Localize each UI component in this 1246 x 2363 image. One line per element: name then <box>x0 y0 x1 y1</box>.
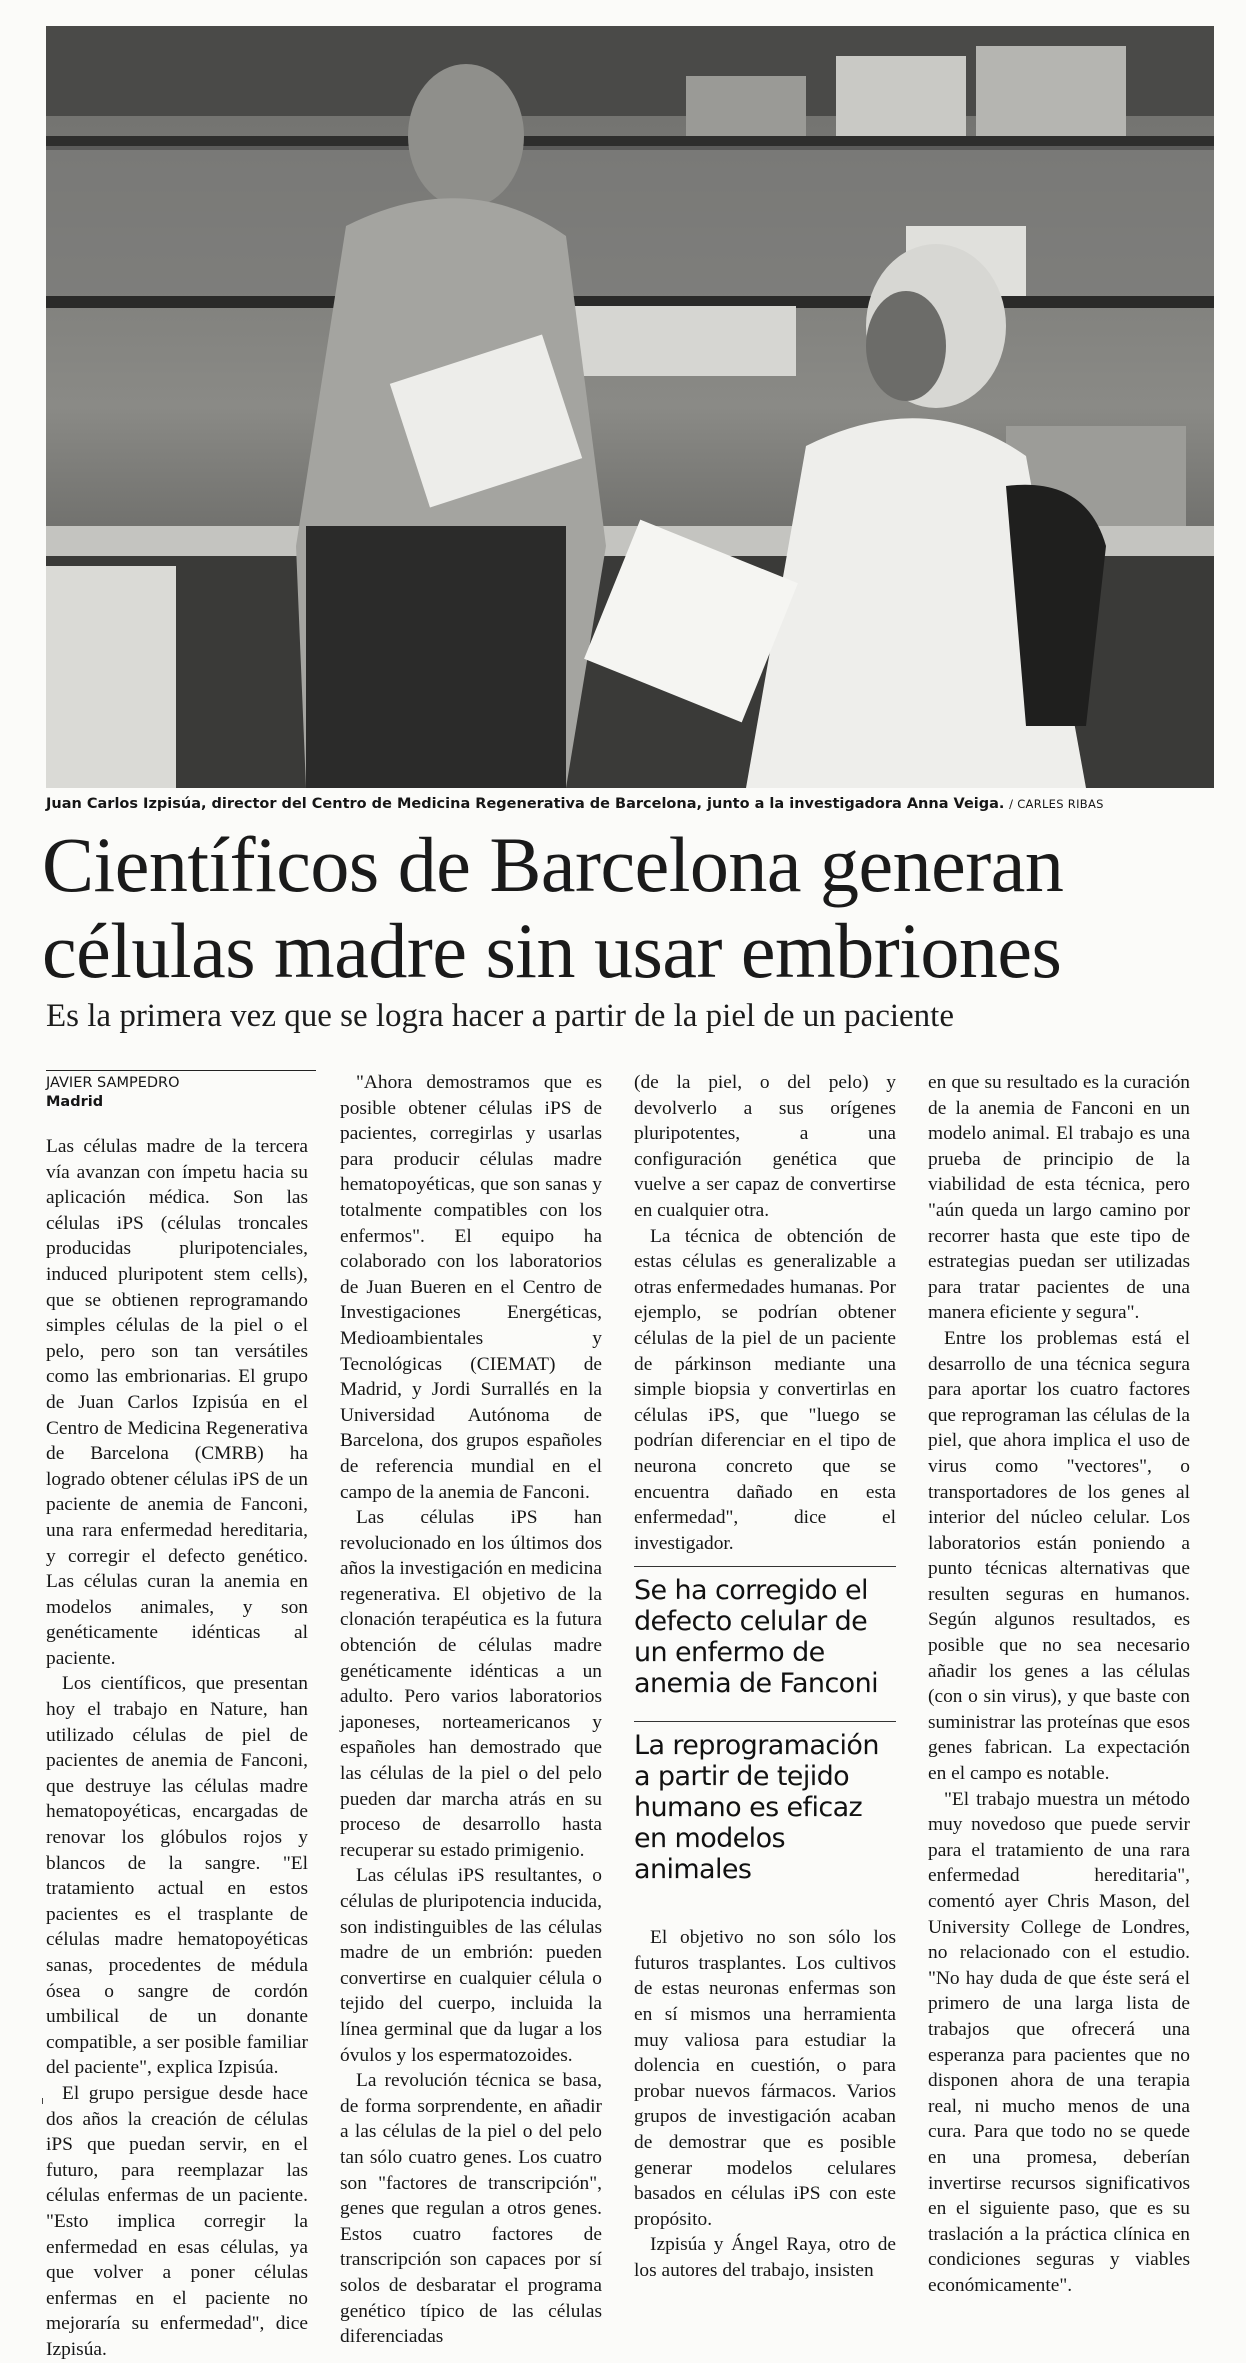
photo-caption: Juan Carlos Izpisúa, director del Centro de Medicina Regenerativa de Barcelona, junto a la investigadora Anna Veiga. <box>46 796 1005 812</box>
byline <box>46 1070 316 1112</box>
page-corner-mark <box>42 2098 49 2104</box>
pull-quote-2: La reprogramación a partir de tejido humano es eficaz en modelos animales <box>634 1721 896 1885</box>
paragraph: Las células iPS han revolucionado en los últimos dos años la investigación en medicina regenerativa. El objetivo de la clonación terapéutica es la futura obtención de células madre genéticamente idénticas a un adulto. Pero varios laboratorios japoneses, norteamericanos y españoles han demostrado que las células de la piel o del pelo pueden dar marcha atrás en su proceso de desarrollo hasta recuperar su estado primigenio. <box>340 1507 602 1861</box>
headline: Científicos de Barcelona generan células madre sin usar embriones <box>42 821 1064 994</box>
paragraph: (de la piel, o del pelo) y devolverlo a sus orígenes pluripotentes, a una configuración genética que vuelve a ser capaz de convertirse en cualquier otra. <box>634 1072 896 1221</box>
photo-credit: / CARLES RIBAS <box>1009 797 1104 811</box>
pull-quote-1: Se ha corregido el defecto celular de un enfermo de anemia de Fanconi <box>634 1566 896 1699</box>
paragraph: en que su resultado es la curación de la anemia de Fanconi en un modelo animal. El trabajo es una prueba de principio de la viabilidad de esta técnica, pero "aún queda un largo camino por recorrer hasta que este tipo de estrategias puedan ser utilizadas para tratar pacientes de una manera eficiente y segura". <box>928 1072 1190 1324</box>
article-column-1 <box>46 1070 308 2360</box>
photo-caption-row <box>46 792 1214 816</box>
paragraph: Las células madre de la tercera vía avanzan con ímpetu hacia su aplicación médica. Son las células iPS (células troncales producidas pluripotenciales, induced pluripotent stem cells), que se obtienen reprogramando simples células de la piel o el pelo, pero son tan versátiles como las embrionarias. El grupo de Juan Carlos Izpisúa en el Centro de Medicina Regenerativa de Barcelona (CMRB) ha logrado obtener células iPS de un paciente de anemia de Fanconi, una rara enfermedad hereditaria, y corregir el defecto genético. Las células curan la anemia en modelos animales, y son genéticamente idénticas al paciente. <box>46 1136 308 1669</box>
article-column-2 <box>340 1070 602 2348</box>
article-column-3 <box>634 1070 896 2281</box>
paragraph: Los científicos, que presentan hoy el trabajo en Nature, han utilizado células de piel de pacientes de anemia de Fanconi, que destruye las células madre hematopoyéticas, encargadas de renovar los glóbulos rojos y blancos de la sangre. "El tratamiento actual en estos pacientes es el trasplante de células madre hematopoyéticas sanas, procedentes de médula ósea o sangre de cordón umbilical de un donante compatible, a ser posible familiar del paciente", explica Izpisúa. <box>46 1673 308 2079</box>
lab-photo <box>46 26 1214 788</box>
paragraph: "Ahora demostramos que es posible obtener células iPS de pacientes, corregirlas y usarlas para producir células madre hematopoyéticas, que son sanas y totalmente compatibles con los enfermos". El equipo ha colaborado con los laboratorios de Juan Bueren en el Centro de Investigaciones Energéticas, Medioambientales y Tecnológicas (CIEMAT) de Madrid, y Jordi Surrallés en la Universidad Autónoma de Barcelona, dos grupos españoles de referencia mundial en el campo de la anemia de Fanconi. <box>340 1072 602 1503</box>
paragraph: "El trabajo muestra un método muy novedoso que puede servir para el tratamiento de una rara enfermedad hereditaria", comentó ayer Chris Mason, del University College de Londres, no relacionado con el estudio. "No hay duda de que éste será el primero de una larga lista de trabajos que ofrecerá una esperanza para pacientes que no disponen ahora de una terapia real, ni mucho menos de una cura. Para que todo no se quede en una promesa, deberían invertirse recursos significativos en el siguiente paso, que es su traslación a la práctica clínica en condiciones seguras y viables económicamente". <box>928 1788 1190 2296</box>
paragraph: El grupo persigue desde hace dos años la creación de células iPS que puedan servir, en el futuro, para reemplazar las células enfermas de un paciente. "Esto implica corregir la enfermedad en esas células, ya que volver a poner células enfermas en el paciente no mejoraría su enfermedad", dice Izpisúa. <box>46 2082 308 2360</box>
paragraph: Izpisúa y Ángel Raya, otro de los autores del trabajo, insisten <box>634 2234 896 2281</box>
lab-photo-icon <box>46 26 1214 788</box>
paragraph: El objetivo no son sólo los futuros trasplantes. Los cultivos de estas neuronas enfermas son en sí mismos una herramienta muy valiosa para estudiar la dolencia en cuestión, o para probar nuevos fármacos. Varios grupos de investigación acaban de demostrar que es posible generar modelos celulares basados en células iPS con este propósito. <box>634 1927 896 2230</box>
article-column-4 <box>928 1070 1190 2296</box>
subheadline: Es la primera vez que se logra hacer a partir de la piel de un paciente <box>46 998 954 1034</box>
paragraph: Entre los problemas está el desarrollo de una técnica segura para aportar los cuatro factores que reprograman las células de la piel, que ahora implica el uso de virus como "vectores", o transportadores de los genes al interior del núcleo celular. Los laboratorios están poniendo a punto técnicas alternativas que resulten seguras en humanos. Según algunos resultados, es posible que no sea necesario añadir los genes a las células (con o sin virus), y que baste con suministrar las proteínas que esos genes fabrican. La expectación en el campo es notable. <box>928 1327 1190 1785</box>
paragraph: La técnica de obtención de estas células es generalizable a otras enfermedades humanas. Por ejemplo, se podrían obtener células de la piel de un paciente de párkinson mediante una simple biopsia y convertirlas en células iPS, que "luego se podrían diferenciar en el tipo de neurona concreto que se encuentra dañado en esta enfermedad", dice el investigador. <box>634 1225 896 1554</box>
paragraph: Las células iPS resultantes, o células de pluripotencia inducida, son indistinguibles de las células madre de un embrión: pueden convertirse en cualquier célula o tejido del cuerpo, incluida la línea germinal que da lugar a los óvulos y los espermatozoides. <box>340 1865 602 2066</box>
byline-author: JAVIER SAMPEDRO <box>46 1075 180 1091</box>
byline-city: Madrid <box>46 1094 104 1110</box>
paragraph: La revolución técnica se basa, de forma sorprendente, en añadir a las células de la piel o del pelo tan sólo cuatro genes. Los cuatro son "factores de transcripción", genes que regulan a otros genes. Estos cuatro factores de transcripción son capaces por sí solos de desbaratar el programa genético típico de las células diferenciadas <box>340 2070 602 2348</box>
